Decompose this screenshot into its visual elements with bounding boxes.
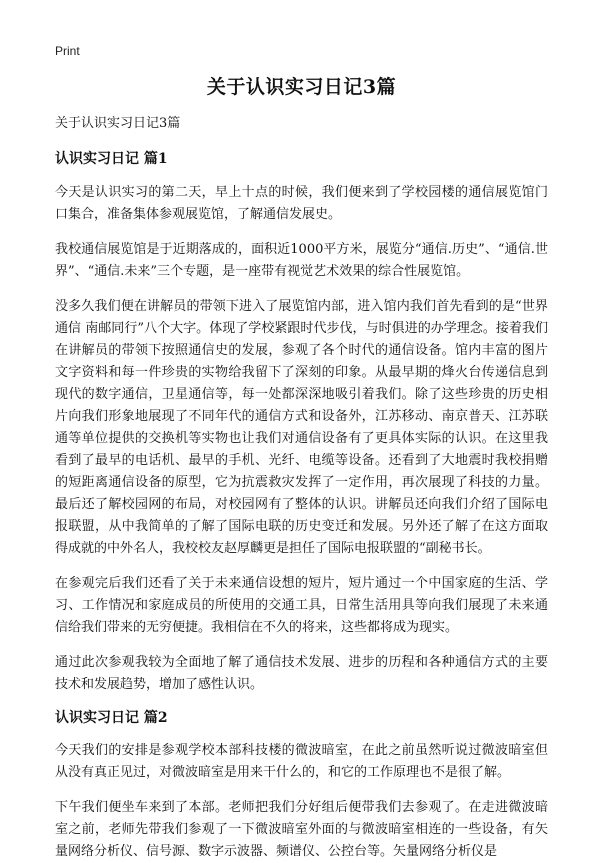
paragraph: 通过此次参观我较为全面地了解了通信技术发展、进步的历程和各种通信方式的主要技术和发展趋势，增加了感性认识。 — [55, 654, 548, 692]
print-link[interactable]: Print — [55, 44, 80, 58]
paragraph: 下午我们便坐车来到了本部。老师把我们分好组后便带我们去参观了。在走进微波暗室之前，老师先带我们参观了一下微波暗室外面的与微波暗室相连的一些设备，有矢量网络分析仪、信号源、数字示波器、频谱仪、公控台等。矢量网络分析仪是 — [55, 800, 548, 860]
paragraph: 今天是认识实习的第二天，早上十点的时候，我们便来到了学校园楼的通信展览馆门口集合，准备集体参观展览馆，了解通信发展史。 — [55, 184, 548, 222]
paragraph: 今天我们的安排是参观学校本部科技楼的微波暗室，在此之前虽然听说过微波暗室但从没有真正见过，对微波暗室是用来干什么的，和它的工作原理也不是很了解。 — [55, 743, 548, 781]
paragraph: 没多久我们便在讲解员的带领下进入了展览馆内部，进入馆内我们首先看到的是“世界通信 南邮同行”八个大字。体现了学校紧跟时代步伐，与时俱进的办学理念。接着我们在讲解员的带领下按照通信史的发展，参观了各个时代的通信设备。馆内丰富的图片文字资料和每一件珍贵的实物给我留下了深刻的印象。从最早期的烽火台传递信息到现代的数字通信，卫星通信等，每一处都深深地吸引着我们。除了这些珍贵的历史相片向我们形象地展现了不同年代的通信方式和设备外，江苏移动、南京普天、江苏联通等单位提供的交换机等实物也让我们对通信设备有了更具体实际的认识。在这里我看到了最早的电话机、最早的手机、光纤、电缆等设备。还看到了大地震时我校捐赠的短距离通信设备的原型，它为抗震救灾发挥了一定作用，再次展现了科技的力量。最后还了解校园网的布局，对校园网有了整体的认识。讲解员还向我们介绍了国际电报联盟，从中我简单的了解了国际电联的历史变迁和发展。另外还了解了在这方面取得成就的中外名人，我校校友赵厚麟更是担任了国际电报联盟的“副秘书长。 — [55, 298, 548, 556]
section-heading: 认识实习日记 篇2 — [55, 709, 168, 726]
document-subtitle: 关于认识实习日记3篇 — [55, 116, 181, 131]
document-title: 关于认识实习日记3篇 — [206, 76, 397, 98]
section-heading: 认识实习日记 篇1 — [55, 151, 168, 168]
section-2 — [55, 709, 548, 863]
section-1 — [55, 150, 548, 696]
paragraph: 在参观完后我们还看了关于未来通信设想的短片，短片通过一个中国家庭的生活、学习、工作情况和家庭成员的所使用的交通工具，日常生活用具等向我们展现了未来通信给我们带来的无穷便捷。我相信在不久的将来，这些都将成为现实。 — [55, 575, 548, 635]
paragraph: 我校通信展览馆是于近期落成的，面积近1000平方米，展览分“通信.历史”、“通信.世界”、“通信.未来”三个专题，是一座带有视觉艺术效果的综合性展览馆。 — [55, 241, 548, 279]
